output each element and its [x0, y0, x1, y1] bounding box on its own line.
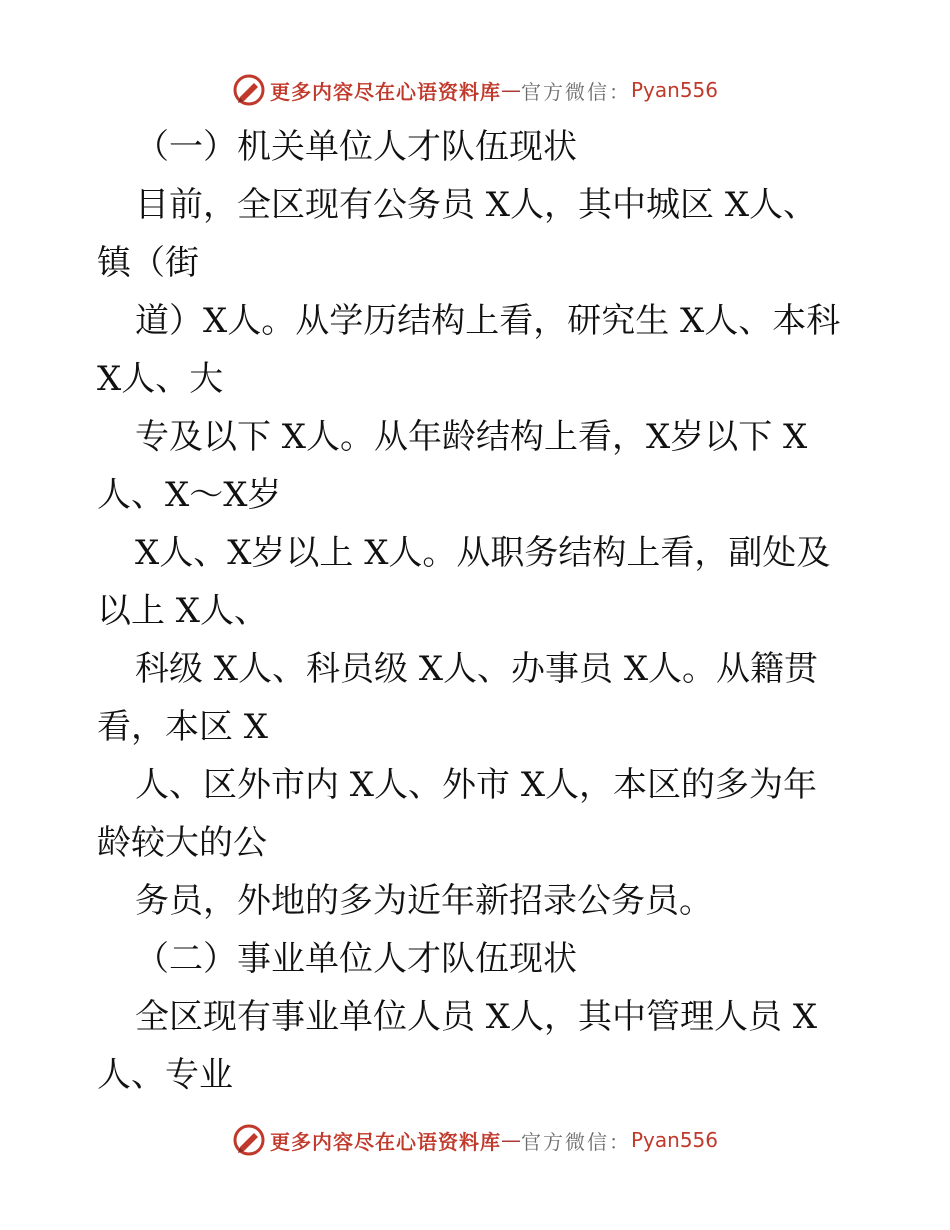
watermark-official: 官方微信： [520, 1129, 631, 1154]
watermark-official: 官方微信： [520, 79, 631, 104]
text-line: 以上 X人、 [97, 591, 269, 631]
watermark-banner-top [0, 70, 950, 110]
text-line: 人、区外市内 X人、外市 X人，本区的多为年 [135, 765, 818, 805]
text-line: 道）X人。从学历结构上看，研究生 X人、本科 [135, 301, 841, 341]
text-line: 务员，外地的多为近年新招录公务员。 [135, 881, 713, 921]
watermark-banner-bottom [0, 1120, 950, 1160]
text-line: 专及以下 X人。从年龄结构上看，X岁以下 X [135, 417, 808, 457]
text-line: 人、X～X岁 [97, 475, 282, 515]
watermark-wechat: Pyan556 [630, 78, 718, 102]
text-line: X人、X岁以上 X人。从职务结构上看，副处及 [135, 533, 831, 573]
text-line: 镇（街 [97, 243, 199, 283]
watermark-wechat: Pyan556 [630, 1128, 718, 1152]
watermark-brand: 更多内容尽在心语资料库 [269, 79, 501, 104]
text-line: 龄较大的公 [97, 823, 267, 863]
watermark-brand: 更多内容尽在心语资料库 [269, 1129, 501, 1154]
watermark-dash: — [500, 78, 521, 102]
text-line: 看，本区 X [97, 707, 269, 747]
text-line: 人、专业 [97, 1055, 233, 1095]
text-line: 目前，全区现有公务员 X人，其中城区 X人、 [135, 185, 818, 225]
heading-section-1: （一）机关单位人才队伍现状 [135, 127, 577, 167]
text-line: 科级 X人、科员级 X人、办事员 X人。从籍贯 [135, 649, 819, 689]
pen-logo-icon [232, 73, 266, 107]
watermark-dash: — [500, 1128, 521, 1152]
heading-section-2: （二）事业单位人才队伍现状 [135, 939, 577, 979]
text-line: 全区现有事业单位人员 X人，其中管理人员 X [135, 997, 818, 1037]
pen-logo-icon [232, 1123, 266, 1157]
text-line: X人、大 [97, 359, 224, 399]
